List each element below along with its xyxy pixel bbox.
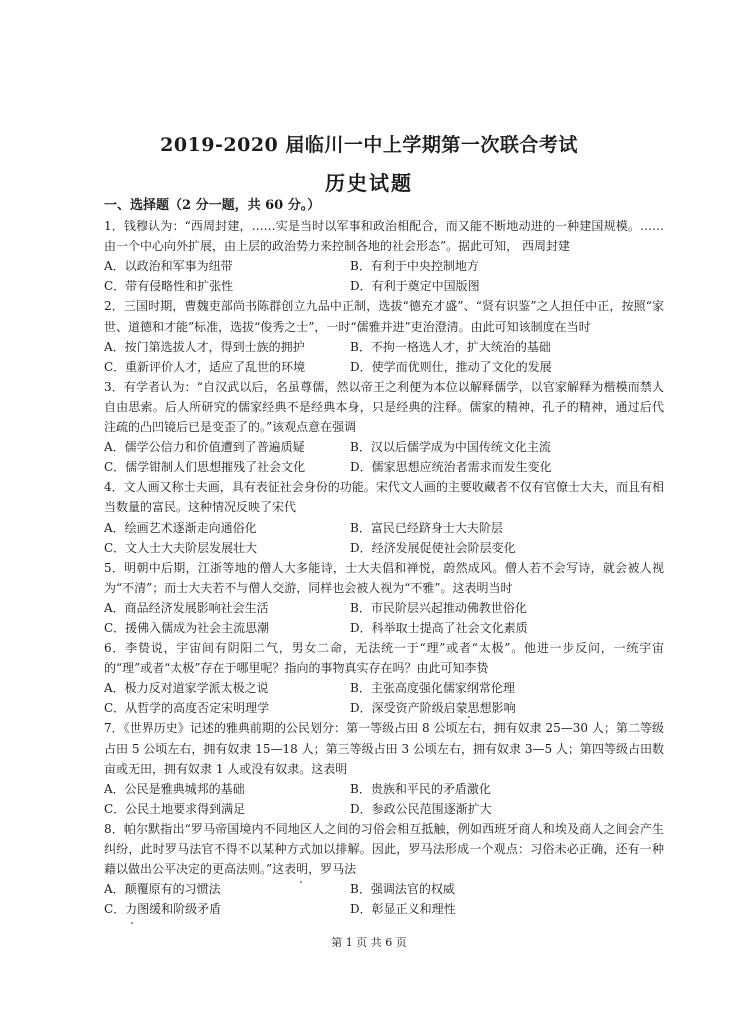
option-list <box>104 779 664 819</box>
question-5 <box>104 558 664 638</box>
answer-option: C．带有侵略性和扩张性 <box>104 279 234 294</box>
question-stem: 8．帕尔默指出“罗马帝国境内不同地区人之间的习俗会相互抵触，例如西班牙商人和埃及商人之间会产生纠纷，此时罗马法官不得不以某种方式加以排解。因此，罗马法形成一个观点：习俗未必正确，还有一种藉以做出公平决定的更高法则。”这表明，罗马法 <box>104 821 664 877</box>
question-4 <box>104 477 664 557</box>
scan-speck <box>468 716 470 718</box>
question-3 <box>104 377 664 477</box>
exam-subtitle: 历史试题 <box>325 171 413 195</box>
question-stem: 1．钱穆认为：“西周封建，……实是当时以军事和政治相配合，而又能不断地动进的一种建国规模。……由一个中心向外扩展，由上层的政治势力来控制各地的社会形态”。据此可知， 西周封建 <box>104 219 664 254</box>
option-list <box>104 337 664 377</box>
answer-option: A．极力反对道家学派太极之说 <box>104 681 269 696</box>
answer-option: A．儒学公信力和价值遭到了普遍质疑 <box>104 440 305 455</box>
question-stem: 2．三国时期，曹魏吏部尚书陈群创立九品中正制，选拔“德充才盛”、“贤有识鉴”之人担任中正，按照“家世、道德和才能”标准，选拔“俊秀之士”，一时“儒雅并进”吏治澄清。由此可知该制度在当时 <box>104 299 664 334</box>
answer-option: A．商品经济发展影响社会生活 <box>104 600 269 615</box>
answer-option: C．公民土地要求得到满足 <box>104 801 246 816</box>
scan-speck <box>300 881 302 883</box>
answer-option: B．不拘一格选人才，扩大统治的基础 <box>350 339 551 354</box>
question-list <box>104 216 664 919</box>
question-stem: 4．文人画又称士夫画，具有表征社会身份的功能。宋代文人画的主要收藏者不仅有官僚士大夫，而且有相当数量的富民。这种情况反映了宋代 <box>104 480 664 515</box>
answer-option: A．公民是雅典城邦的基础 <box>104 781 245 796</box>
answer-option: C．儒学钳制人们思想摧残了社会文化 <box>104 460 306 475</box>
exam-body <box>104 196 664 919</box>
answer-option: D．使学而优则仕，推动了文化的发展 <box>350 359 552 374</box>
question-stem: 7．《世界历史》记述的雅典前期的公民划分：第一等级占田 8 公顷左右，拥有奴隶 25—30 人；第二等级占田 5 公顷左右，拥有奴隶 15—18 人；第三等级占田 3 公顷左右，拥有奴隶 3—5 人；第四等级占田数亩或无田，拥有奴隶 1 人或没有奴隶。这表明 <box>104 721 664 776</box>
question-6 <box>104 638 664 718</box>
answer-option: C．重新评价人才，适应了乱世的环境 <box>104 359 306 374</box>
answer-option: C．援佛入儒成为社会主流思潮 <box>104 620 270 635</box>
answer-option: B．市民阶层兴起推动佛教世俗化 <box>350 600 527 615</box>
answer-option: A．绘画艺术逐渐走向通俗化 <box>104 520 257 535</box>
page-footer: 第 1 页 共 6 页 <box>331 936 407 949</box>
option-list <box>104 256 664 296</box>
answer-option: B．强调法官的权威 <box>350 882 455 897</box>
answer-option: C．力图缓和阶级矛盾 <box>104 902 222 917</box>
answer-option: D．深受资产阶级启蒙思想影响 <box>350 701 516 716</box>
question-2 <box>104 296 664 376</box>
answer-option: A．按门第选拔人才，得到士族的拥护 <box>104 339 305 354</box>
question-8 <box>104 819 664 919</box>
option-list <box>104 437 664 477</box>
answer-option: A．颠覆原有的习惯法 <box>104 882 221 897</box>
answer-option: D．彰显正义和理性 <box>350 902 456 917</box>
option-list <box>104 518 664 558</box>
answer-option: D．有利于奠定中国版图 <box>350 279 480 294</box>
answer-option: D．科举取士提高了社会文化素质 <box>350 620 528 635</box>
question-1 <box>104 216 664 296</box>
answer-option: C．从哲学的高度否定宋明理学 <box>104 701 270 716</box>
answer-option: D．儒家思想应统治者需求而发生变化 <box>350 460 552 475</box>
option-list <box>104 598 664 638</box>
scan-speck <box>131 922 133 924</box>
answer-option: B．主张高度强化儒家纲常伦理 <box>350 681 515 696</box>
question-stem: 6．李贽说，宇宙间有阴阳二气，男女二命，无法统一于“理”或者“太极”。他进一步反问，一统宇宙的“理”或者“太极”存在于哪里呢？指向的事物真实存在吗？由此可知李贽 <box>104 641 664 676</box>
answer-option: D．经济发展促使社会阶层变化 <box>350 540 516 555</box>
answer-option: B．有利于中央控制地方 <box>350 259 479 274</box>
exam-title: 2019-2020 届临川一中上学期第一次联合考试 <box>160 134 578 156</box>
question-7 <box>104 718 664 818</box>
answer-option: B．贵族和平民的矛盾激化 <box>350 781 491 796</box>
answer-option: B．富民已经跻身士大夫阶层 <box>350 520 503 535</box>
answer-option: C．文人士大夫阶层发展壮大 <box>104 540 258 555</box>
option-list <box>104 879 664 919</box>
section-heading: 一、选择题（2 分一题，共 60 分。） <box>104 198 321 213</box>
answer-option: B．汉以后儒学成为中国传统文化主流 <box>350 440 551 455</box>
answer-option: D．参政公民范围逐渐扩大 <box>350 801 492 816</box>
answer-option: A．以政治和军事为纽带 <box>104 259 233 274</box>
question-stem: 5．明朝中后期，江浙等地的僧人大多能诗，士大夫倡和禅悦，蔚然成风。僧人若不会写诗，就会被人视为“不清”；而士大夫若不与僧人交游，同样也会被人视为“不雅”。这表明当时 <box>104 560 664 595</box>
option-list <box>104 678 664 718</box>
question-stem: 3．有学者认为：“自汉武以后，名虽尊儒，然以帝王之利便为本位以解释儒学，以官家解释为楷模而禁人自由思索。后人所研究的儒家经典不是经典本身，只是经典的注释。儒家的精神，孔子的精神，通过后代注疏的凸凹镜后已是变歪了的。”该观点意在强调 <box>104 379 664 435</box>
